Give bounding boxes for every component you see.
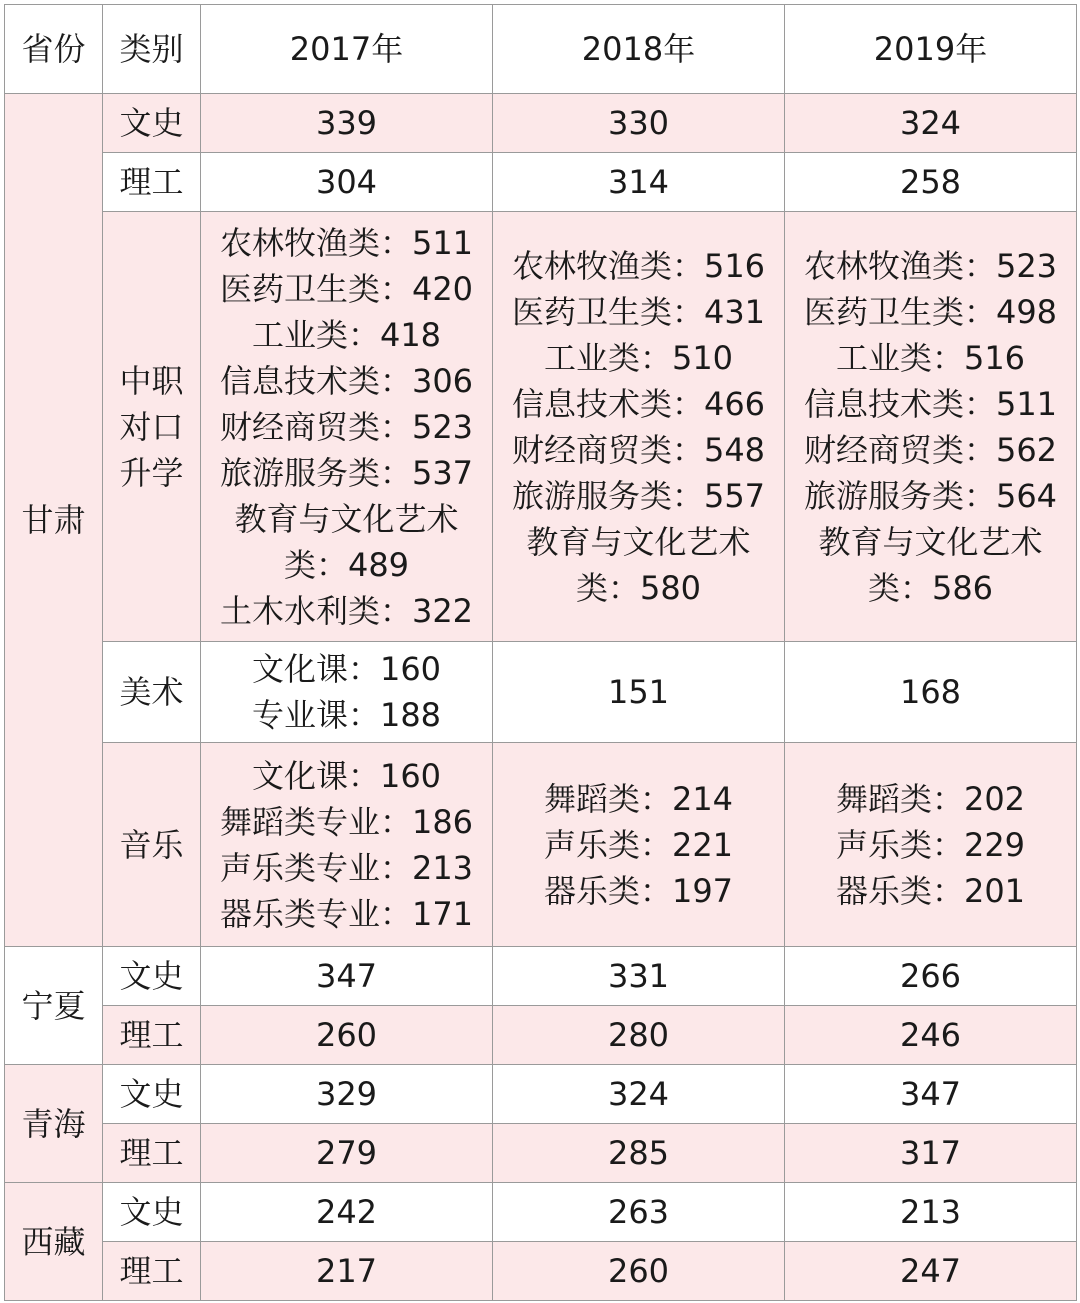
- score-cell: 258: [785, 153, 1077, 212]
- table-row: [5, 743, 1077, 947]
- table-row: [5, 947, 1077, 1006]
- province-xizang: 西藏: [5, 1183, 103, 1301]
- header-year-2019: 2019年: [785, 5, 1077, 94]
- score-line: 医药卫生类：498: [803, 292, 1058, 331]
- score-cell: [493, 743, 785, 947]
- score-cell: 279: [201, 1124, 493, 1183]
- header-year-2018: 2018年: [493, 5, 785, 94]
- score-line: 信息技术类：306: [219, 361, 474, 400]
- score-line: 器乐类：197: [543, 871, 734, 910]
- score-line: 工业类：418: [251, 315, 442, 354]
- score-cell: 280: [493, 1006, 785, 1065]
- category-line: 升学: [119, 453, 184, 492]
- table-row: [5, 1183, 1077, 1242]
- category-cell: 理工: [103, 153, 201, 212]
- score-line: 教育与文化艺术: [526, 522, 751, 561]
- score-line: 声乐类：221: [543, 825, 734, 864]
- score-cell: 329: [201, 1065, 493, 1124]
- score-line: 土木水利类：322: [219, 591, 474, 630]
- score-line: 舞蹈类：202: [835, 779, 1026, 818]
- score-line: 农林牧渔类：523: [803, 246, 1058, 285]
- score-line: 财经商贸类：548: [511, 430, 766, 469]
- score-cell: [493, 212, 785, 642]
- score-cell: 260: [201, 1006, 493, 1065]
- score-cell: 213: [785, 1183, 1077, 1242]
- score-table: [4, 4, 1077, 1301]
- score-cell: 324: [493, 1065, 785, 1124]
- table-row: [5, 1242, 1077, 1301]
- score-cell: [785, 743, 1077, 947]
- table-row: [5, 212, 1077, 642]
- category-cell: 文史: [103, 1183, 201, 1242]
- score-cell: 331: [493, 947, 785, 1006]
- score-line: 声乐类：229: [835, 825, 1026, 864]
- score-cell: 285: [493, 1124, 785, 1183]
- header-year-2017: 2017年: [201, 5, 493, 94]
- header-row: [5, 5, 1077, 94]
- category-cell: 理工: [103, 1006, 201, 1065]
- score-cell: 347: [785, 1065, 1077, 1124]
- score-line: 信息技术类：466: [511, 384, 766, 423]
- score-cell: 347: [201, 947, 493, 1006]
- score-line: 医药卫生类：431: [511, 292, 766, 331]
- score-cell: 151: [493, 642, 785, 743]
- category-cell: 音乐: [103, 743, 201, 947]
- score-line: 教育与文化艺术: [234, 499, 459, 538]
- category-line: 中职: [119, 361, 184, 400]
- table-row: [5, 1065, 1077, 1124]
- score-line: 器乐类：201: [835, 871, 1026, 910]
- table-row: [5, 153, 1077, 212]
- score-line: 财经商贸类：562: [803, 430, 1058, 469]
- score-line: 旅游服务类：564: [803, 476, 1058, 515]
- score-cell: 260: [493, 1242, 785, 1301]
- score-line: 舞蹈类专业：186: [219, 802, 474, 841]
- category-cell: 理工: [103, 1242, 201, 1301]
- category-cell: 美术: [103, 642, 201, 743]
- category-cell: 文史: [103, 94, 201, 153]
- score-line: 器乐类专业：171: [219, 894, 474, 933]
- province-qinghai: 青海: [5, 1065, 103, 1183]
- province-ningxia: 宁夏: [5, 947, 103, 1065]
- score-line: 专业课：188: [251, 696, 442, 734]
- category-cell: 理工: [103, 1124, 201, 1183]
- score-cell: 246: [785, 1006, 1077, 1065]
- table-row: [5, 642, 1077, 743]
- table-row: [5, 1124, 1077, 1183]
- score-line: 类：586: [867, 568, 994, 607]
- score-cell: 266: [785, 947, 1077, 1006]
- score-cell: 247: [785, 1242, 1077, 1301]
- score-cell: 339: [201, 94, 493, 153]
- score-cell: 263: [493, 1183, 785, 1242]
- score-line: 医药卫生类：420: [219, 269, 474, 308]
- province-gansu: 甘肃: [5, 94, 103, 947]
- header-province: 省份: [5, 5, 103, 94]
- score-cell: 217: [201, 1242, 493, 1301]
- score-cell: [201, 212, 493, 642]
- score-cell: 324: [785, 94, 1077, 153]
- score-cell: [201, 642, 493, 743]
- score-line: 工业类：516: [835, 338, 1026, 377]
- table-row: [5, 1006, 1077, 1065]
- score-line: 农林牧渔类：511: [219, 223, 474, 262]
- category-cell: 文史: [103, 1065, 201, 1124]
- score-line: 类：580: [575, 568, 702, 607]
- score-line: 农林牧渔类：516: [511, 246, 766, 285]
- score-cell: 330: [493, 94, 785, 153]
- category-line: 对口: [119, 407, 184, 446]
- score-cell: 168: [785, 642, 1077, 743]
- score-cell: [785, 212, 1077, 642]
- score-cell: 314: [493, 153, 785, 212]
- table-row: [5, 94, 1077, 153]
- score-line: 舞蹈类：214: [543, 779, 734, 818]
- score-cell: 317: [785, 1124, 1077, 1183]
- score-cell: 242: [201, 1183, 493, 1242]
- score-line: 旅游服务类：537: [219, 453, 474, 492]
- score-line: 工业类：510: [543, 338, 734, 377]
- score-line: 旅游服务类：557: [511, 476, 766, 515]
- score-cell: 304: [201, 153, 493, 212]
- score-line: 声乐类专业：213: [219, 848, 474, 887]
- score-cell: [201, 743, 493, 947]
- category-cell: [103, 212, 201, 642]
- score-line: 教育与文化艺术: [818, 522, 1043, 561]
- score-line: 信息技术类：511: [803, 384, 1058, 423]
- score-line: 文化课：160: [251, 650, 442, 688]
- header-category: 类别: [103, 5, 201, 94]
- score-line: 类：489: [283, 545, 410, 584]
- category-cell: 文史: [103, 947, 201, 1006]
- score-line: 财经商贸类：523: [219, 407, 474, 446]
- score-line: 文化课：160: [251, 756, 442, 795]
